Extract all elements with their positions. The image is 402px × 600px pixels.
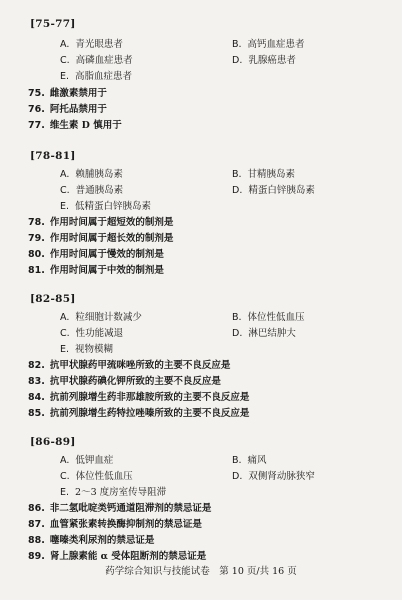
option-d: D. 双侧肾动脉狭窄 [232, 471, 315, 482]
option-c: C. 性功能减退 [60, 328, 124, 339]
option-b: B. 高钙血症患者 [232, 39, 305, 50]
question-82: 82. 抗甲状腺药甲巯咪唑所致的主要不良反应是 [28, 360, 231, 371]
group-header: [86-89] [30, 436, 76, 448]
question-77: 77. 维生素 D 慎用于 [28, 120, 122, 131]
question-89: 89. 肾上腺素能 α 受体阻断剂的禁忌证是 [28, 551, 207, 562]
question-81: 81. 作用时间属于中效的制剂是 [28, 265, 164, 276]
question-85: 85. 抗前列腺增生药特拉唑嗪所致的主要不良反应是 [28, 408, 250, 419]
question-78: 78. 作用时间属于超短效的制剂是 [28, 217, 174, 228]
option-d: D. 淋巴结肿大 [232, 328, 296, 339]
question-84: 84. 抗前列腺增生药非那雄胺所致的主要不良反应是 [28, 392, 250, 403]
question-87: 87. 血管紧张素转换酶抑制剂的禁忌证是 [28, 519, 202, 530]
option-b: B. 体位性低血压 [232, 312, 305, 323]
question-79: 79. 作用时间属于超长效的制剂是 [28, 233, 174, 244]
page-footer: 药学综合知识与技能试卷 第 10 页/共 16 页 [105, 566, 297, 577]
option-e: E. 低精蛋白锌胰岛素 [60, 201, 152, 212]
option-c: C. 高磷血症患者 [60, 55, 133, 66]
option-b: B. 甘精胰岛素 [232, 169, 296, 180]
question-88: 88. 噻嗪类利尿剂的禁忌证是 [28, 535, 155, 546]
option-a: A. 青光眼患者 [60, 39, 123, 50]
question-76: 76. 阿托品禁用于 [28, 104, 107, 115]
option-d: D. 乳腺癌患者 [232, 55, 296, 66]
question-75: 75. 雌激素禁用于 [28, 88, 107, 99]
option-b: B. 痛风 [232, 455, 267, 466]
question-83: 83. 抗甲状腺药碘化钾所致的主要不良反应是 [28, 376, 221, 387]
question-86: 86. 非二氢吡啶类钙通道阻滞剂的禁忌证是 [28, 503, 212, 514]
option-e: E. 2～3 度房室传导阻滞 [60, 487, 167, 498]
question-80: 80. 作用时间属于慢效的制剂是 [28, 249, 164, 260]
option-a: A. 粒细胞计数减少 [60, 312, 142, 323]
option-d: D. 精蛋白锌胰岛素 [232, 185, 315, 196]
option-c: C. 体位性低血压 [60, 471, 133, 482]
option-a: A. 低钾血症 [60, 455, 114, 466]
option-a: A. 赖脯胰岛素 [60, 169, 123, 180]
group-header: [78-81] [30, 150, 76, 162]
group-header: [82-85] [30, 293, 76, 305]
option-c: C. 普通胰岛素 [60, 185, 124, 196]
group-header: [75-77] [30, 18, 76, 30]
option-e: E. 视物模糊 [60, 344, 114, 355]
option-e: E. 高脂血症患者 [60, 71, 133, 82]
